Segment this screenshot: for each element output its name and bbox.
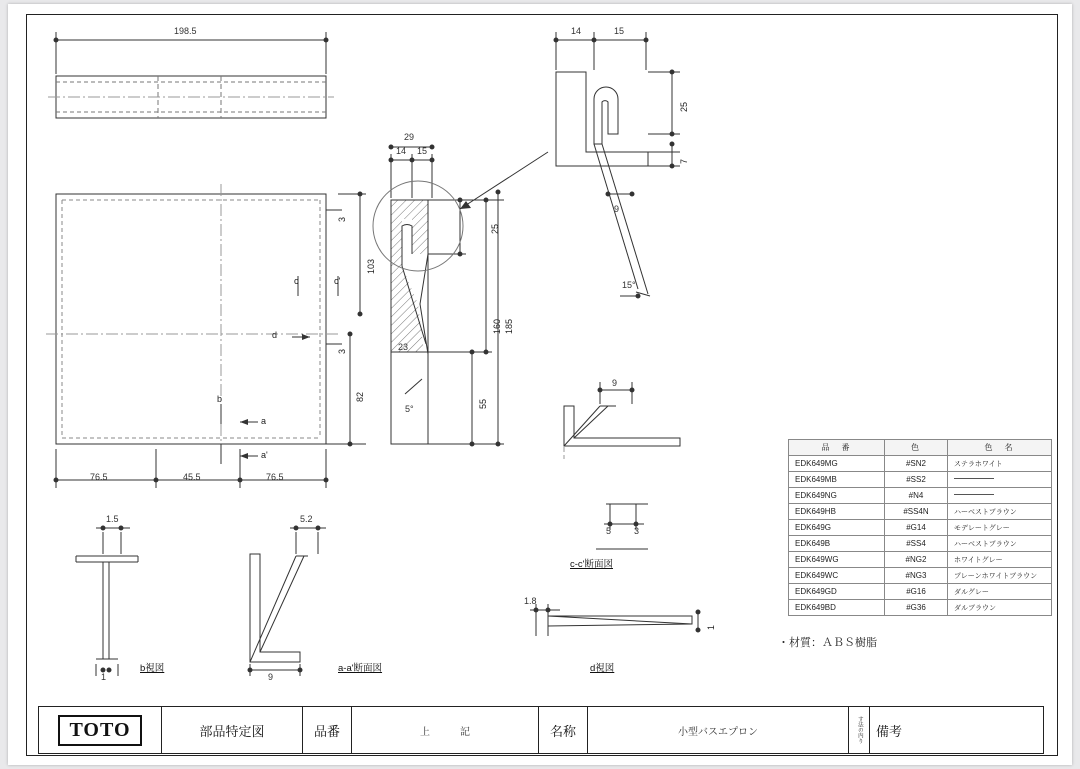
- title-block: [38, 706, 1044, 754]
- dim-185: 185: [504, 318, 514, 334]
- dim-160: 160: [492, 318, 502, 334]
- mark-c-prime: c': [334, 276, 341, 286]
- material-note: ・材質：ＡＢＳ樹脂: [778, 637, 877, 649]
- field-label-code: [303, 707, 352, 753]
- cell-color: #G14: [885, 520, 948, 536]
- dim-25: 25: [490, 223, 500, 234]
- cell-code: EDK649WG: [789, 552, 885, 568]
- table-row: [789, 600, 1052, 616]
- caption-d-view: d視図: [590, 663, 615, 674]
- brand-logo: [39, 707, 162, 753]
- dim-d-1: 1: [706, 624, 716, 630]
- cell-code: EDK649G: [789, 520, 885, 536]
- cell-code: EDK649NG: [789, 488, 885, 504]
- cell-color-name: ハーベストブラウン: [948, 504, 1052, 520]
- dim-103: 103: [366, 258, 376, 274]
- cell-color-name: [948, 488, 1052, 504]
- dim-b-1-5: 1.5: [106, 514, 119, 524]
- field-value-name: [588, 707, 849, 753]
- cell-color-name: ステラホワイト: [948, 456, 1052, 472]
- side-note: す法の内り: [849, 707, 870, 753]
- value-hinban: 上 記: [420, 726, 470, 738]
- mark-b: b: [217, 394, 223, 404]
- dim-9-detail: 9: [614, 204, 620, 214]
- table-row: [789, 552, 1052, 568]
- caption-cc-section: c-c'断面図: [570, 559, 613, 570]
- cell-color: #NG3: [885, 568, 948, 584]
- cell-color: #SN2: [885, 456, 948, 472]
- parts-table: [788, 439, 1052, 616]
- caption-aa-section: a-a'断面図: [338, 663, 383, 674]
- cell-color-name: ダルグレー: [948, 584, 1052, 600]
- dim-3b: 3: [337, 348, 347, 354]
- label-bikou: 備考: [876, 723, 903, 739]
- dim-82: 82: [355, 391, 365, 402]
- cell-color: #G16: [885, 584, 948, 600]
- cell-color-name: モデレートグレー: [948, 520, 1052, 536]
- cell-color: #SS4N: [885, 504, 948, 520]
- cell-code: EDK649MG: [789, 456, 885, 472]
- table-row: [789, 536, 1052, 552]
- field-label-name: [539, 707, 588, 753]
- table-row: [789, 488, 1052, 504]
- cell-color: #G36: [885, 600, 948, 616]
- dim-15deg: 15°: [622, 280, 636, 290]
- header-code: 品 番: [789, 440, 885, 456]
- parts-table-header-row: [789, 440, 1052, 456]
- cell-color: #SS4: [885, 536, 948, 552]
- technical-drawing-svg: [8, 4, 1072, 765]
- cell-code: EDK649B: [789, 536, 885, 552]
- drawing-sheet: [8, 4, 1072, 765]
- dim-76-5-left: 76.5: [90, 472, 108, 482]
- dim-cc-9: 9: [612, 378, 618, 388]
- table-row: [789, 520, 1052, 536]
- table-row: [789, 568, 1052, 584]
- cell-color-name: ホワイトグレー: [948, 552, 1052, 568]
- dim-55: 55: [478, 398, 488, 409]
- value-meisho: 小型バスエプロン: [678, 726, 758, 738]
- dim-detail-25: 25: [679, 101, 689, 112]
- dim-b-1: 1: [101, 672, 107, 682]
- cell-code: EDK649WC: [789, 568, 885, 584]
- table-row: [789, 504, 1052, 520]
- dim-14: 14: [396, 146, 407, 156]
- cell-code: EDK649GD: [789, 584, 885, 600]
- dim-aa-9: 9: [268, 672, 274, 682]
- dim-29: 29: [404, 132, 415, 142]
- table-row: [789, 584, 1052, 600]
- label-meisho: 名称: [549, 723, 576, 739]
- mark-a: a: [261, 416, 267, 426]
- dim-3a: 3: [337, 216, 347, 222]
- cell-color: #N4: [885, 488, 948, 504]
- dim-detail-15: 15: [614, 26, 625, 36]
- field-value-code: [352, 707, 539, 753]
- mark-d: d: [272, 330, 278, 340]
- dim-45-5: 45.5: [183, 472, 201, 482]
- table-row: [789, 456, 1052, 472]
- dim-23: 23: [398, 342, 409, 352]
- dim-cc-5: 5: [606, 526, 612, 536]
- header-color-name: 色 名: [948, 440, 1052, 456]
- dim-198-5: 198.5: [174, 26, 197, 36]
- label-hinban: 品番: [313, 723, 340, 739]
- cell-color-name: ダルブラウン: [948, 600, 1052, 616]
- cell-color: #SS2: [885, 472, 948, 488]
- mark-c: c: [294, 276, 299, 286]
- field-remarks: [870, 707, 1043, 753]
- mark-a-prime: a': [261, 450, 268, 460]
- caption-b-view: b視図: [140, 663, 165, 674]
- cell-code: EDK649HB: [789, 504, 885, 520]
- dim-7: 7: [679, 158, 689, 164]
- doc-type: [162, 707, 303, 753]
- cell-code: EDK649MB: [789, 472, 885, 488]
- dim-d-1-8: 1.8: [524, 596, 537, 606]
- cell-color-name: [948, 472, 1052, 488]
- cell-color: #NG2: [885, 552, 948, 568]
- table-row: [789, 472, 1052, 488]
- dim-76-5-right: 76.5: [266, 472, 284, 482]
- dim-aa-5-2: 5.2: [300, 514, 313, 524]
- brand-logo-text: TOTO: [58, 715, 141, 746]
- header-color: 色: [885, 440, 948, 456]
- dim-5deg: 5°: [405, 404, 414, 414]
- cell-code: EDK649BD: [789, 600, 885, 616]
- cell-color-name: プレーンホワイトブラウン: [948, 568, 1052, 584]
- cell-color-name: ハーベストブラウン: [948, 536, 1052, 552]
- dim-detail-14: 14: [571, 26, 582, 36]
- dim-15: 15: [417, 146, 428, 156]
- dim-cc-3: 3: [634, 526, 640, 536]
- doc-type-label: 部品特定図: [199, 723, 265, 739]
